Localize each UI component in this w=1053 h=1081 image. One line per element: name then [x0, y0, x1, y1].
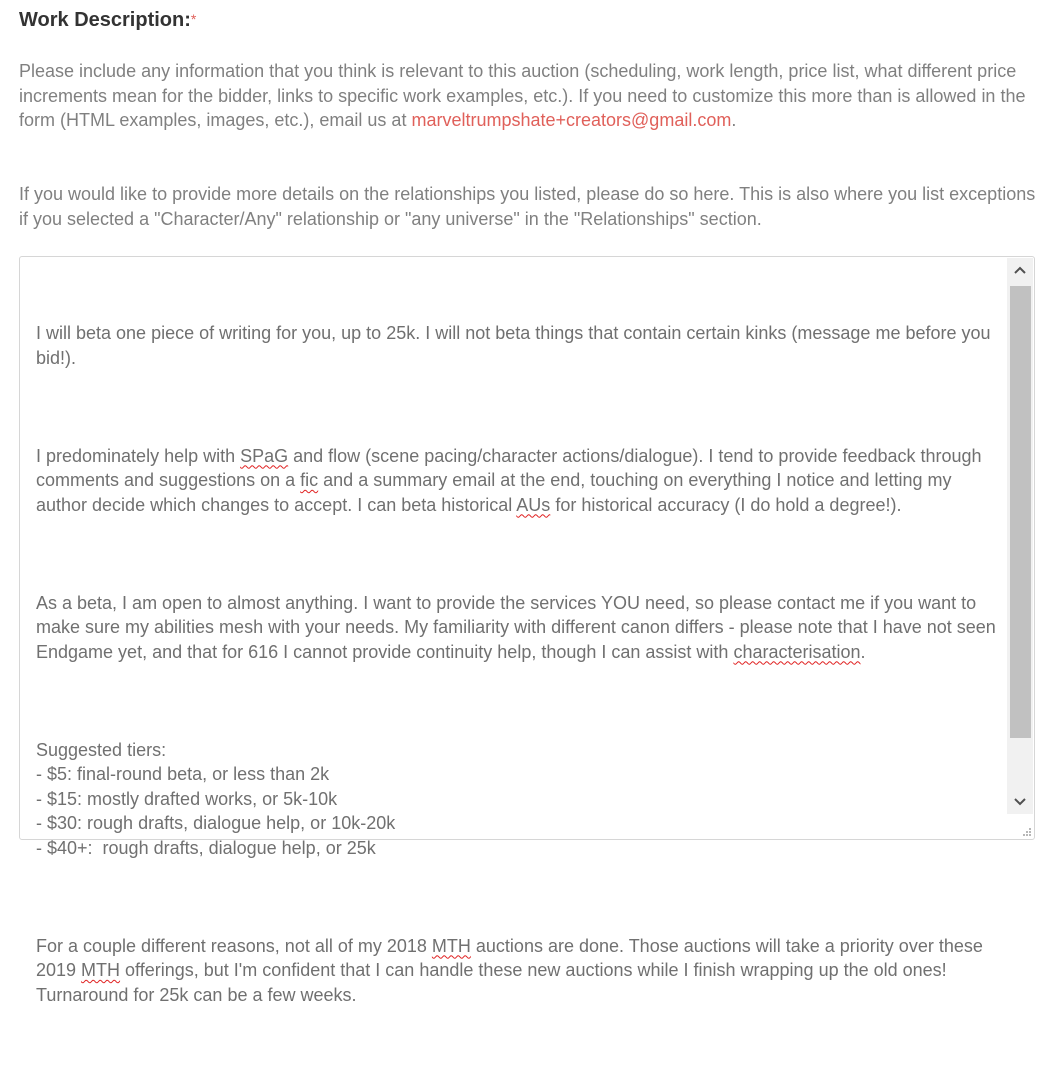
vertical-scrollbar[interactable]	[1007, 258, 1033, 814]
misspelled-word[interactable]: fic	[300, 470, 319, 490]
tier-item: - $30: rough drafts, dialogue help, or 10k-20k	[36, 813, 396, 833]
email-link[interactable]: marveltrumpshate+creators@gmail.com	[411, 110, 732, 130]
misspelled-word[interactable]: characterisation	[733, 641, 861, 662]
textarea-tiers	[36, 738, 996, 861]
textarea-paragraph	[36, 591, 1001, 665]
misspelled-word[interactable]: AUs	[516, 494, 551, 515]
chevron-down-icon	[1014, 798, 1026, 806]
resize-grip-icon[interactable]	[1020, 825, 1032, 837]
text-run: auctions are done. Those auctions will take a priority over these 2019	[36, 935, 988, 980]
text-run: For a couple different reasons, not all of my 2018	[36, 935, 432, 956]
help-text-instructions-body: Please include any information that you think is relevant to this auction (scheduling, work length, price list, what different price increments mean for the bidder, links to specific work examples, etc.). If you need to customize this more than is allowed in the form (HTML examples, images, etc.), email us at	[19, 61, 1026, 130]
text-run: .	[860, 641, 866, 662]
text-run: and flow (scene pacing/character actions/dialogue). I tend to provide feedback through comments and suggestions on a	[36, 445, 987, 490]
field-label	[19, 9, 196, 32]
textarea-paragraph: I will beta one piece of writing for you, up to 25k. I will not beta things that contain certain kinks (message me before you bid!).	[36, 323, 996, 368]
misspelled-word[interactable]: MTH	[81, 960, 121, 980]
scroll-thumb[interactable]	[1010, 286, 1031, 738]
tier-item: - $40+: rough drafts, dialogue help, or 25k	[36, 837, 376, 858]
text-run: for historical accuracy (I do hold a degree!).	[550, 494, 902, 515]
textarea-paragraph	[36, 444, 996, 518]
misspelled-word[interactable]: SPaG	[240, 445, 289, 466]
chevron-up-icon	[1014, 266, 1026, 274]
textarea-content[interactable]	[36, 272, 1001, 1081]
text-run: and a summary email at the end, touching on everything I notice and letting my author decide which changes to accept. I can beta historical	[36, 470, 957, 515]
help-text-relationships: If you would like to provide more details on the relationships you listed, please do so here. This is also where you list exceptions if you selected a "Character/Any" relationship or "any universe" in the "Relationships" section.	[19, 184, 1036, 229]
field-label-text: Work Description:	[19, 9, 191, 31]
help-text-instructions-end: .	[731, 110, 737, 130]
tier-item: - $5: final-round beta, or less than 2k	[36, 764, 330, 784]
work-description-textarea[interactable]	[19, 256, 1035, 1005]
scroll-up-button[interactable]	[1007, 258, 1033, 282]
text-run: I predominately help with	[36, 445, 241, 466]
tiers-heading: Suggested tiers:	[36, 739, 167, 760]
misspelled-word[interactable]: MTH	[431, 935, 471, 956]
help-text-instructions	[19, 59, 1039, 133]
required-asterisk: *	[190, 11, 197, 27]
textarea-paragraph	[36, 934, 996, 1008]
text-run: As a beta, I am open to almost anything. I want to provide the services YOU need, so please contact me if you want to make sure my abilities mesh with your needs. My familiarity with different canon differs - please note that I have not seen Endgame yet, and that for 616 I cannot provide continuity help, though I can assist with	[36, 592, 1001, 662]
scroll-down-button[interactable]	[1007, 790, 1033, 814]
text-run: offerings, but I'm confident that I can handle these new auctions while I finish wrapping up the old ones! Turnaround for 25k can be a few weeks.	[36, 960, 952, 1005]
tier-item: - $15: mostly drafted works, or 5k-10k	[36, 788, 338, 809]
